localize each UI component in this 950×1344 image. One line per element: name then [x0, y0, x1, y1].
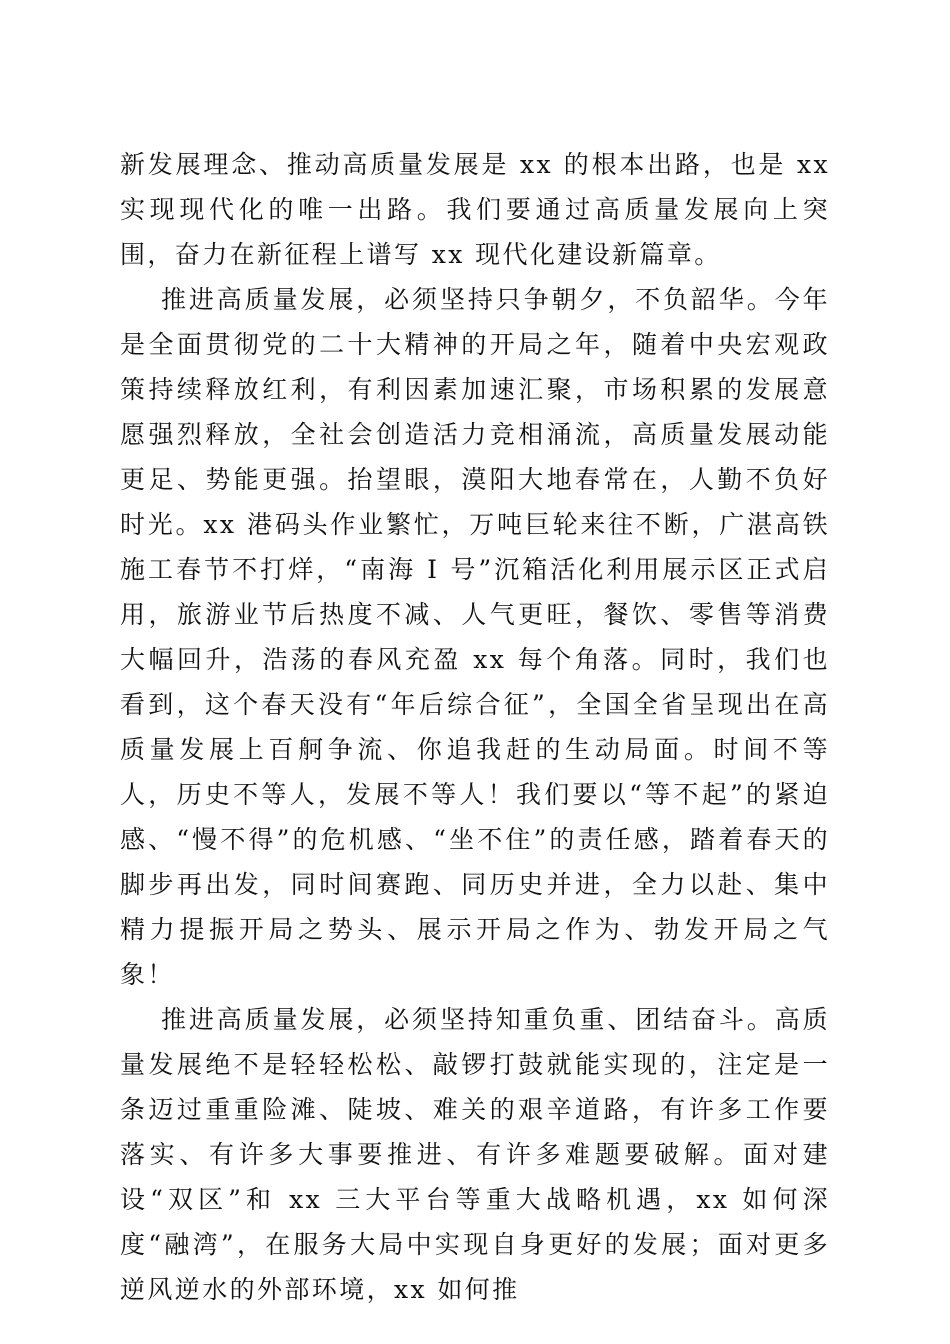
paragraph-continuation: 新发展理念、推动高质量发展是 xx 的根本出路，也是 xx 实现现代化的唯一出路。我们要通过高质量发展向上突围，奋力在新征程上谱写 xx 现代化建设新篇章。	[120, 150, 830, 269]
paragraph-shoulder-burden: 推进高质量发展，必须坚持知重负重、团结奋斗。高质量发展绝不是轻轻松松、敲锣打鼓就能实现的，注定是一条迈过重重险滩、陡坡、难关的艰辛道路，有许多工作要落实、有许多大事要推进、有许多难题要破解。面对建设“双区”和 xx 三大平台等重大战略机遇，xx 如何深度“融湾”，在服务大局中实现自身更好的发展；面对更多逆风逆水的外部环境，xx 如何推	[120, 1005, 830, 1304]
paragraph-seize-the-day: 推进高质量发展，必须坚持只争朝夕，不负韶华。今年是全面贯彻党的二十大精神的开局之年，随着中央宏观政策持续释放红利，有利因素加速汇聚，市场积累的发展意愿强烈释放，全社会创造活力竞相涌流，高质量发展动能更足、势能更强。抬望眼，漠阳大地春常在，人勤不负好时光。xx 港码头作业繁忙，万吨巨轮来往不断，广湛高铁施工春节不打烊，“南海 I 号”沉箱活化利用展示区正式启用，旅游业节后热度不减、人气更旺，餐饮、零售等消费大幅回升，浩荡的春风充盈 xx 每个角落。同时，我们也看到，这个春天没有“年后综合征”，全国全省呈现出在高质量发展上百舸争流、你追我赶的生动局面。时间不等人，历史不等人，发展不等人！我们要以“等不起”的紧迫感、“慢不得”的危机感、“坐不住”的责任感，踏着春天的脚步再出发，同时间赛跑、同历史并进，全力以赴、集中精力提振开局之势头、展示开局之作为、勃发开局之气象！	[120, 285, 830, 989]
document-body	[120, 142, 830, 1312]
